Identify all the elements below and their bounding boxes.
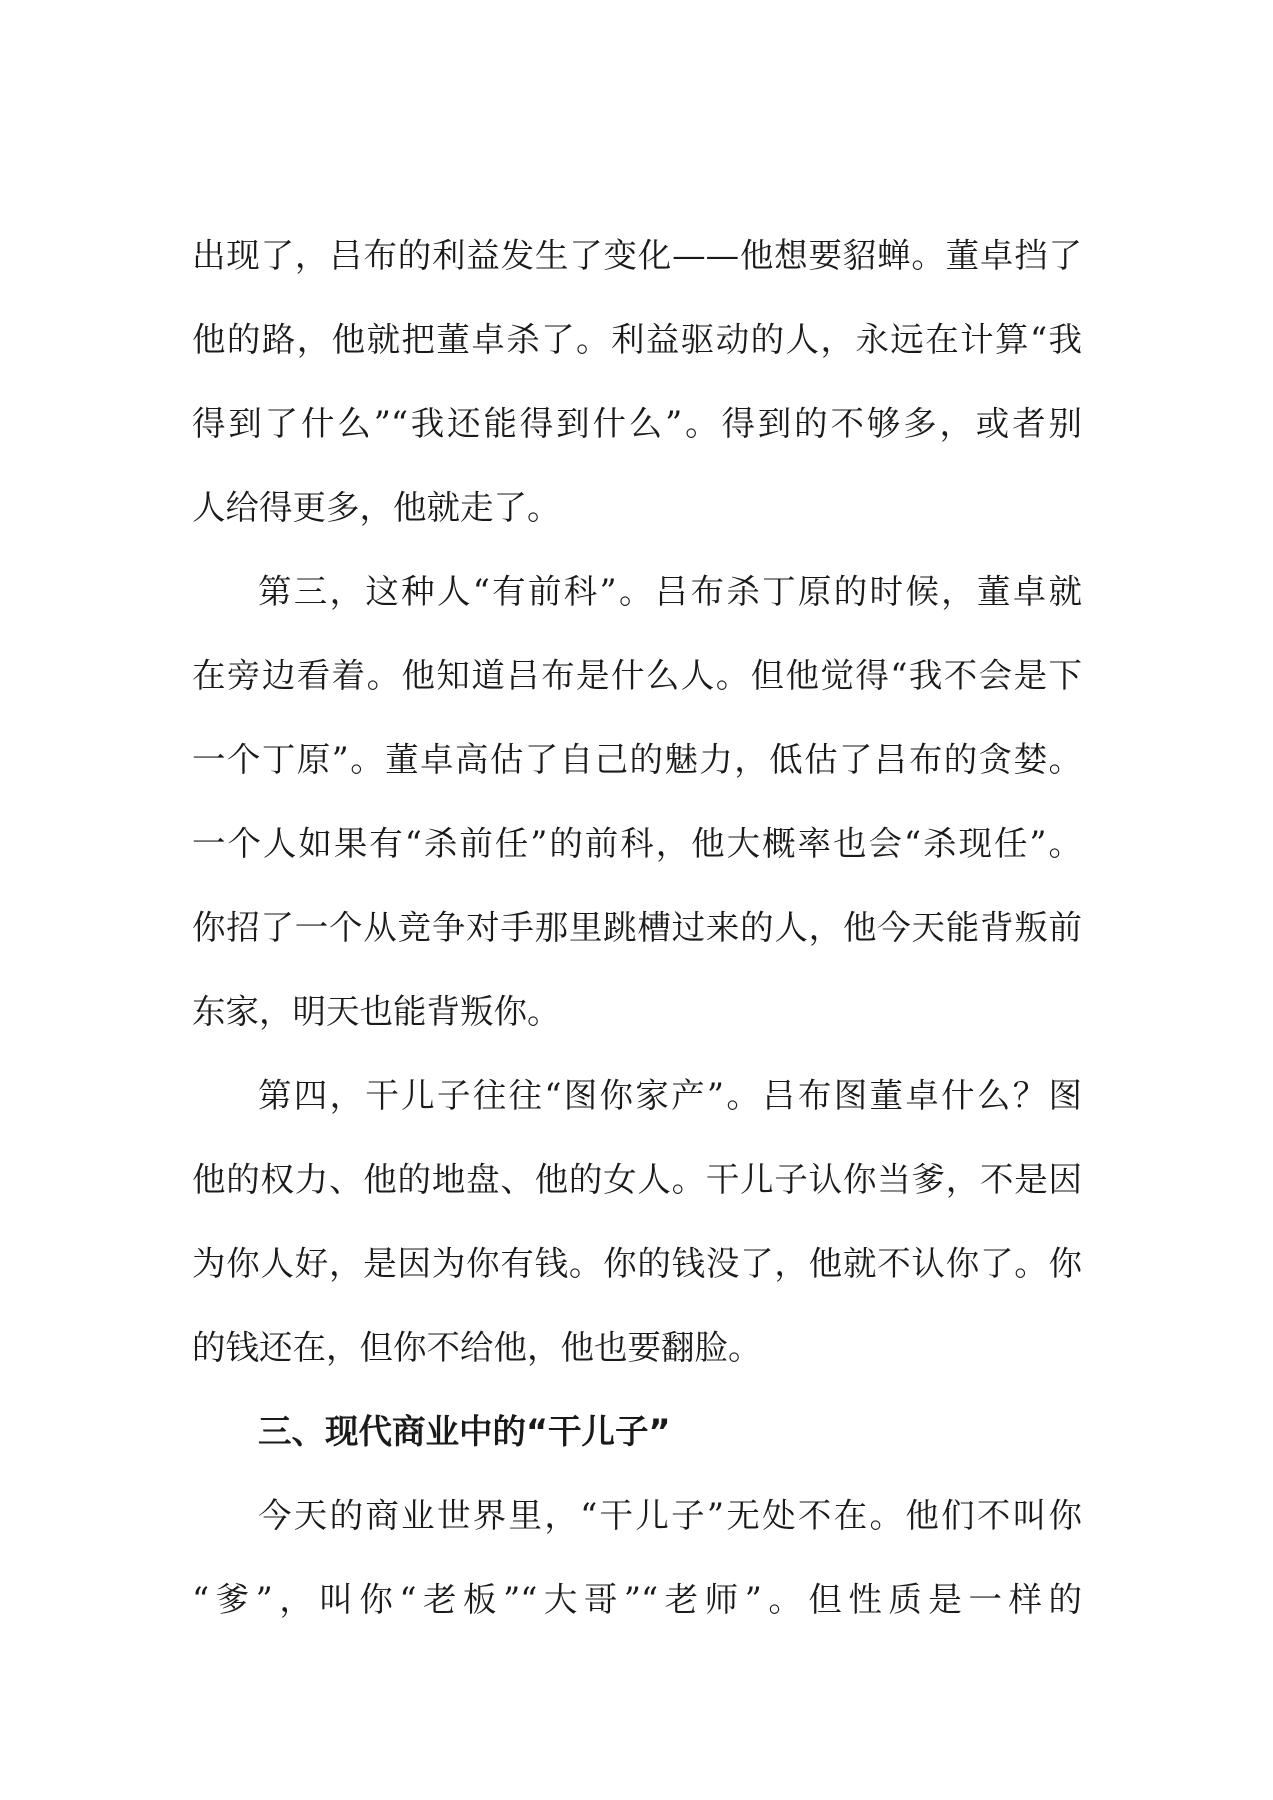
section-heading: 三、现代商业中的“干儿子”	[258, 1412, 671, 1451]
paragraph-line: “爹”，叫你“老板”“大哥”“老师”。但性质是一样的	[192, 1580, 1082, 1619]
paragraph-line: 一个人如果有“杀前任”的前科，他大概率也会“杀现任”。	[192, 824, 1082, 863]
paragraph-line: 今天的商业世界里，“干儿子”无处不在。他们不叫你	[258, 1496, 1082, 1535]
paragraph-line: 人给得更多，他就走了。	[192, 488, 561, 527]
paragraph-line: 的钱还在，但你不给他，他也要翻脸。	[192, 1328, 762, 1367]
paragraph-line: 第三，这种人“有前科”。吕布杀丁原的时候，董卓就	[258, 572, 1082, 611]
paragraph-line: 他的权力、他的地盘、他的女人。干儿子认你当爹，不是因	[192, 1160, 1082, 1199]
paragraph-line: 东家，明天也能背叛你。	[192, 992, 561, 1031]
paragraph-line: 第四，干儿子往往“图你家产”。吕布图董卓什么？图	[258, 1076, 1082, 1115]
paragraph-line: 在旁边看着。他知道吕布是什么人。但他觉得“我不会是下	[192, 656, 1082, 695]
paragraph-line: 得到了什么”“我还能得到什么”。得到的不够多，或者别	[192, 404, 1082, 443]
paragraph-line: 你招了一个从竞争对手那里跳槽过来的人，他今天能背叛前	[192, 908, 1082, 947]
paragraph-line: 为你人好，是因为你有钱。你的钱没了，他就不认你了。你	[192, 1244, 1082, 1283]
paragraph-line: 他的路，他就把董卓杀了。利益驱动的人，永远在计算“我	[192, 320, 1082, 359]
paragraph-line: 一个丁原”。董卓高估了自己的魅力，低估了吕布的贪婪。	[192, 740, 1082, 779]
paragraph-line: 出现了，吕布的利益发生了变化——他想要貂蝉。董卓挡了	[192, 236, 1082, 275]
